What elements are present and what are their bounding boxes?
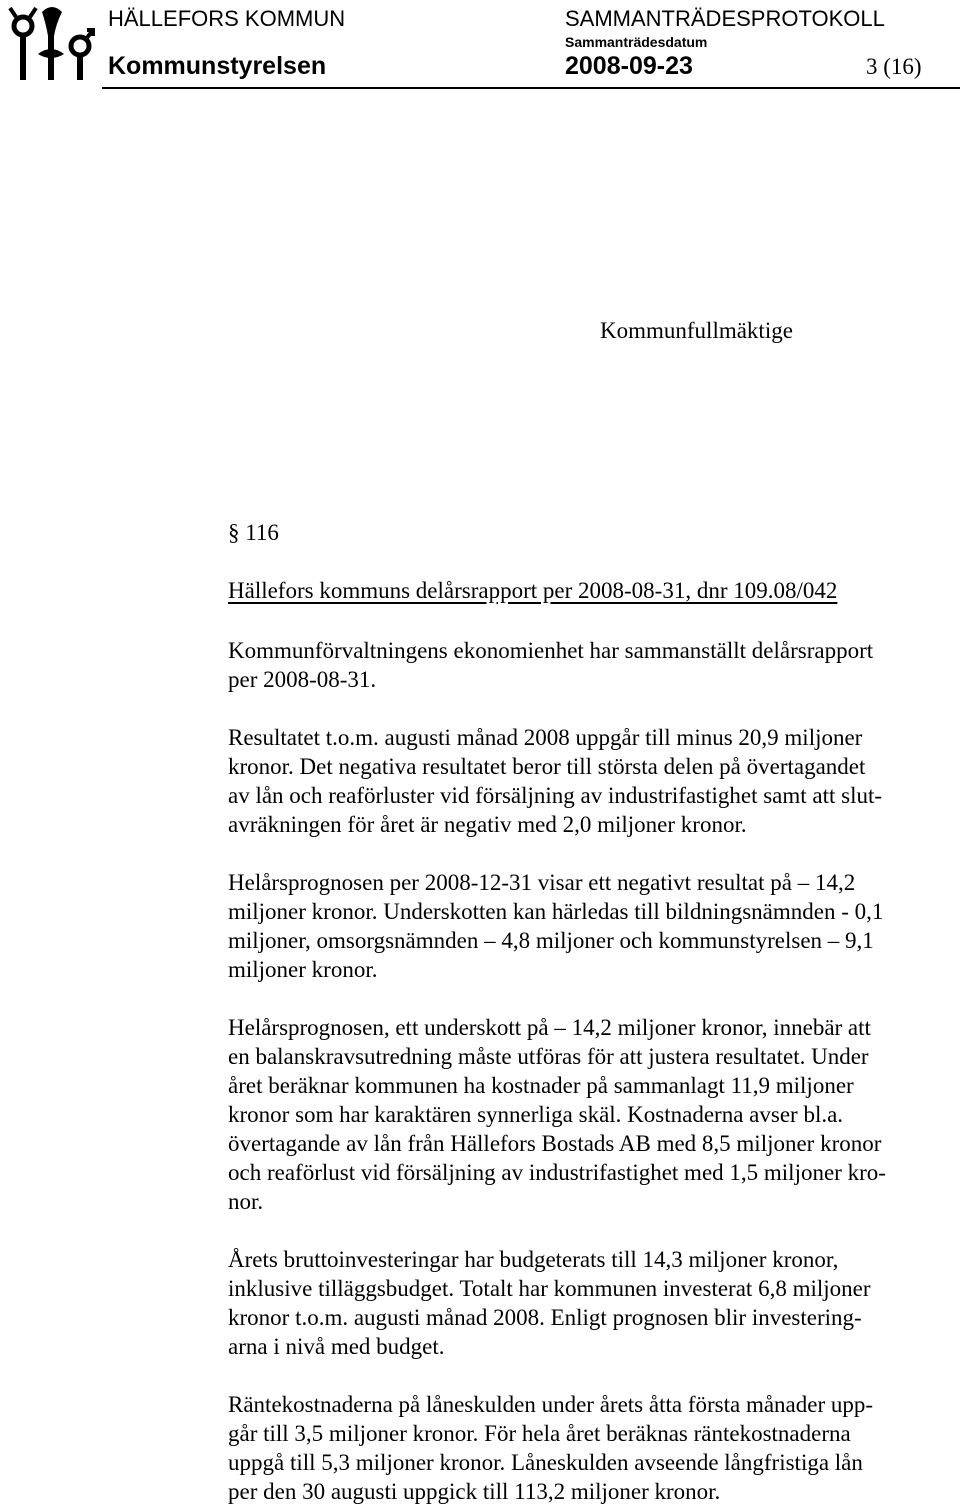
paragraph-line: Helårsprognosen, ett underskott på – 14,2 miljoner kronor, innebär att xyxy=(228,1015,871,1040)
paragraph-line: går till 3,5 miljoner kronor. För hela året beräknas räntekostnaderna xyxy=(228,1421,851,1446)
paragraph-line: kronor t.o.m. augusti månad 2008. Enligt prognosen blir investering- xyxy=(228,1305,862,1330)
paragraph-line: Årets bruttoinvesteringar har budgeterats till 14,3 miljoner kronor, xyxy=(228,1247,839,1272)
paragraph-line: arna i nivå med budget. xyxy=(228,1334,445,1359)
page-number: 3 (16) xyxy=(866,54,922,79)
governing-body: Kommunstyrelsen xyxy=(108,52,327,80)
paragraph-line: miljoner kronor. xyxy=(228,957,378,982)
agenda-item-title: Hällefors kommuns delårsrapport per 2008-08-31, dnr 109.08/042 xyxy=(228,578,838,603)
paragraph xyxy=(228,1245,948,1361)
paragraph xyxy=(228,723,948,839)
paragraph xyxy=(228,636,948,694)
paragraph-line: och reaförlust vid försäljning av industrifastighet med 1,5 miljoner kro- xyxy=(228,1160,886,1185)
paragraph-line: inklusive tilläggsbudget. Totalt har kommunen investerat 6,8 miljoner xyxy=(228,1276,871,1301)
paragraph-line: Helårsprognosen per 2008-12-31 visar ett negativt resultat på – 14,2 xyxy=(228,870,856,895)
municipal-coat-of-arms-icon xyxy=(8,2,96,84)
paragraph-line: per 2008-08-31. xyxy=(228,667,377,692)
paragraph xyxy=(228,1390,948,1506)
paragraph-line: Kommunförvaltningens ekonomienhet har sammanställt delårsrapport xyxy=(228,638,874,663)
date-label: Sammanträdesdatum xyxy=(565,34,708,50)
paragraph-line: nor. xyxy=(228,1189,264,1214)
municipality-name: HÄLLEFORS KOMMUN xyxy=(108,6,346,31)
paragraph-line: Resultatet t.o.m. augusti månad 2008 uppgår till minus 20,9 miljoner xyxy=(228,725,863,750)
paragraph xyxy=(228,868,948,984)
recipient: Kommunfullmäktige xyxy=(600,318,793,343)
paragraph-line: övertagande av lån från Hällefors Bostads AB med 8,5 miljoner kronor xyxy=(228,1131,882,1156)
paragraph-line: en balanskravsutredning måste utföras för att justera resultatet. Under xyxy=(228,1044,869,1069)
paragraph-line: per den 30 augusti uppgick till 113,2 miljoner kronor. xyxy=(228,1479,721,1504)
meeting-date: 2008-09-23 xyxy=(565,52,693,80)
paragraph-line: avräkningen för året är negativ med 2,0 miljoner kronor. xyxy=(228,812,747,837)
paragraph-line: året beräknar kommunen ha kostnader på sammanlagt 11,9 miljoner xyxy=(228,1073,854,1098)
paragraph-line: kronor som har karaktären synnerliga skäl. Kostnaderna avser bl.a. xyxy=(228,1102,844,1127)
paragraph-line: av lån och reaförluster vid försäljning av industrifastighet samt att slut- xyxy=(228,783,883,808)
section-number: § 116 xyxy=(228,520,279,545)
paragraph-line: miljoner, omsorgsnämnden – 4,8 miljoner och kommunstyrelsen – 9,1 xyxy=(228,928,874,953)
header-divider xyxy=(102,87,960,89)
paragraph xyxy=(228,1013,948,1216)
paragraph-line: Räntekostnaderna på låneskulden under årets åtta första månader upp- xyxy=(228,1392,874,1417)
paragraph-line: miljoner kronor. Underskotten kan härledas till bildningsnämnden - 0,1 xyxy=(228,899,884,924)
paragraph-line: kronor. Det negativa resultatet beror till största delen på övertagandet xyxy=(228,754,866,779)
document-type: SAMMANTRÄDESPROTOKOLL xyxy=(565,6,885,31)
paragraph-line: uppgå till 5,3 miljoner kronor. Låneskulden avseende långfristiga lån xyxy=(228,1450,863,1475)
